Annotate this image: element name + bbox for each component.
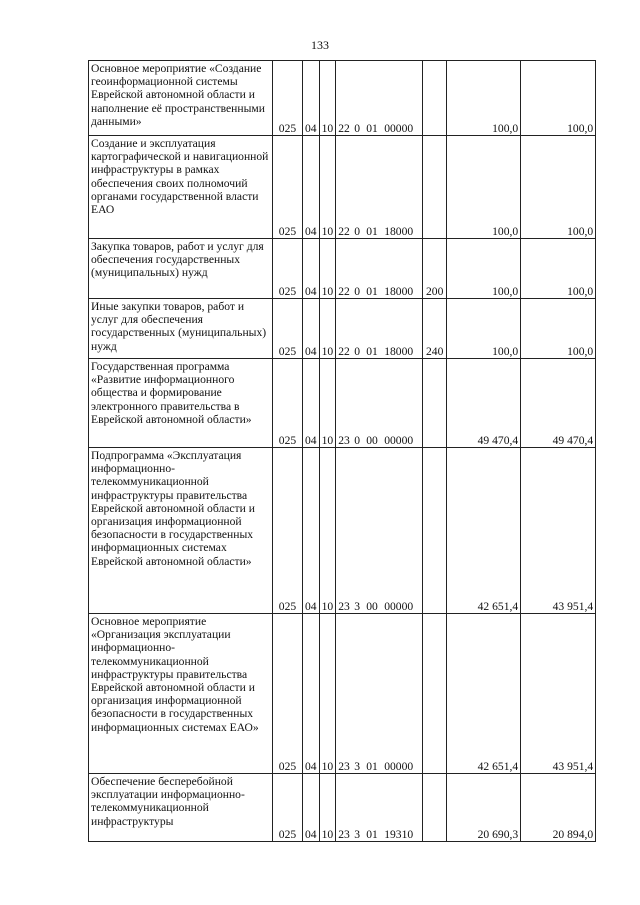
target-event-code: 01	[366, 224, 378, 238]
table-row	[89, 774, 596, 842]
row-name-cell: Основное мероприятие «Организация эксплуатации информационно-телекоммуникационной инфраструктуры правительства Еврейской автономной области и организация информационной безопасности в государственных информационных системах ЕАО»	[89, 614, 273, 774]
admin-code-cell: 025	[273, 61, 303, 136]
subsection-code-cell: 10	[319, 614, 336, 774]
target-direction-code: 00000	[384, 121, 414, 135]
target-article-cell	[336, 239, 423, 299]
target-event-code: 01	[366, 759, 378, 773]
subsection-code-cell: 10	[319, 136, 336, 239]
target-direction-code: 18000	[384, 284, 414, 298]
target-direction-code: 00000	[384, 759, 414, 773]
row-name-cell: Государственная программа «Развитие информационного общества и формирование электронного правительства в Еврейской автономной области»	[89, 359, 273, 448]
subsection-code-cell: 10	[319, 61, 336, 136]
target-direction-code: 00000	[384, 433, 414, 447]
section-code-cell: 04	[303, 448, 320, 614]
target-program-code: 23	[338, 827, 350, 841]
table-row	[89, 359, 596, 448]
admin-code-cell: 025	[273, 136, 303, 239]
table-row	[89, 136, 596, 239]
table-row	[89, 239, 596, 299]
section-code-cell: 04	[303, 774, 320, 842]
expense-type-cell	[423, 61, 447, 136]
row-name-cell: Закупка товаров, работ и услуг для обеспечения государственных (муниципальных) нужд	[89, 239, 273, 299]
subsection-code-cell: 10	[319, 448, 336, 614]
target-event-code: 00	[366, 599, 378, 613]
target-subprogram-code: 0	[354, 433, 360, 447]
table-row	[89, 448, 596, 614]
subsection-code-cell: 10	[319, 359, 336, 448]
target-subprogram-code: 0	[354, 284, 360, 298]
table-row	[89, 61, 596, 136]
target-event-code: 01	[366, 827, 378, 841]
sum-year-1-cell: 49 470,4	[447, 359, 521, 448]
subsection-code-cell: 10	[319, 774, 336, 842]
expense-type-cell	[423, 614, 447, 774]
section-code-cell: 04	[303, 239, 320, 299]
sum-year-1-cell: 100,0	[447, 239, 521, 299]
target-program-code: 23	[338, 599, 350, 613]
table-row	[89, 299, 596, 359]
target-article-cell	[336, 61, 423, 136]
sum-year-1-cell: 20 690,3	[447, 774, 521, 842]
section-code-cell: 04	[303, 61, 320, 136]
admin-code-cell: 025	[273, 448, 303, 614]
sum-year-2-cell: 43 951,4	[521, 448, 596, 614]
target-program-code: 22	[338, 121, 350, 135]
target-subprogram-code: 3	[354, 759, 360, 773]
admin-code-cell: 025	[273, 774, 303, 842]
target-article-cell	[336, 299, 423, 359]
sum-year-1-cell: 100,0	[447, 136, 521, 239]
budget-table	[88, 60, 596, 842]
admin-code-cell: 025	[273, 299, 303, 359]
table-row	[89, 614, 596, 774]
target-event-code: 00	[366, 433, 378, 447]
expense-type-cell	[423, 774, 447, 842]
sum-year-2-cell: 100,0	[521, 299, 596, 359]
row-name-cell: Иные закупки товаров, работ и услуг для обеспечения государственных (муниципальных) нужд	[89, 299, 273, 359]
target-event-code: 01	[366, 121, 378, 135]
section-code-cell: 04	[303, 359, 320, 448]
sum-year-1-cell: 100,0	[447, 61, 521, 136]
sum-year-2-cell: 100,0	[521, 239, 596, 299]
sum-year-2-cell: 100,0	[521, 136, 596, 239]
target-subprogram-code: 3	[354, 827, 360, 841]
expense-type-cell: 200	[423, 239, 447, 299]
sum-year-2-cell: 49 470,4	[521, 359, 596, 448]
section-code-cell: 04	[303, 299, 320, 359]
target-article-cell	[336, 614, 423, 774]
sum-year-2-cell: 43 951,4	[521, 614, 596, 774]
target-direction-code: 00000	[384, 599, 414, 613]
section-code-cell: 04	[303, 614, 320, 774]
expense-type-cell: 240	[423, 299, 447, 359]
target-subprogram-code: 0	[354, 224, 360, 238]
target-program-code: 22	[338, 344, 350, 358]
admin-code-cell: 025	[273, 359, 303, 448]
target-program-code: 23	[338, 759, 350, 773]
sum-year-1-cell: 42 651,4	[447, 614, 521, 774]
target-program-code: 22	[338, 224, 350, 238]
row-name-cell: Обеспечение бесперебойной эксплуатации информационно-телекоммуникационной инфраструктуры	[89, 774, 273, 842]
expense-type-cell	[423, 359, 447, 448]
target-article-cell	[336, 774, 423, 842]
expense-type-cell	[423, 448, 447, 614]
subsection-code-cell: 10	[319, 299, 336, 359]
row-name-cell: Создание и эксплуатация картографической и навигационной инфраструктуры в рамках обеспечения своих полномочий органами государственной власти ЕАО	[89, 136, 273, 239]
target-program-code: 23	[338, 433, 350, 447]
target-direction-code: 18000	[384, 224, 414, 238]
target-program-code: 22	[338, 284, 350, 298]
subsection-code-cell: 10	[319, 239, 336, 299]
admin-code-cell: 025	[273, 239, 303, 299]
expense-type-cell	[423, 136, 447, 239]
sum-year-2-cell: 20 894,0	[521, 774, 596, 842]
row-name-cell: Подпрограмма «Эксплуатация информационно-телекоммуникационной инфраструктуры правительства Еврейской автономной области и организация информационной безопасности в государственных информационных системах Еврейской автономной области»	[89, 448, 273, 614]
target-article-cell	[336, 136, 423, 239]
target-subprogram-code: 0	[354, 121, 360, 135]
target-article-cell	[336, 359, 423, 448]
sum-year-1-cell: 42 651,4	[447, 448, 521, 614]
section-code-cell: 04	[303, 136, 320, 239]
budget-table-body	[89, 61, 596, 842]
target-subprogram-code: 3	[354, 599, 360, 613]
target-subprogram-code: 0	[354, 344, 360, 358]
sum-year-2-cell: 100,0	[521, 61, 596, 136]
target-event-code: 01	[366, 344, 378, 358]
sum-year-1-cell: 100,0	[447, 299, 521, 359]
page-number: 133	[311, 38, 329, 52]
target-article-cell	[336, 448, 423, 614]
target-direction-code: 19310	[384, 827, 414, 841]
row-name-cell: Основное мероприятие «Создание геоинформационной системы Еврейской автономной области и наполнение её пространственными данными»	[89, 61, 273, 136]
target-event-code: 01	[366, 284, 378, 298]
admin-code-cell: 025	[273, 614, 303, 774]
target-direction-code: 18000	[384, 344, 414, 358]
